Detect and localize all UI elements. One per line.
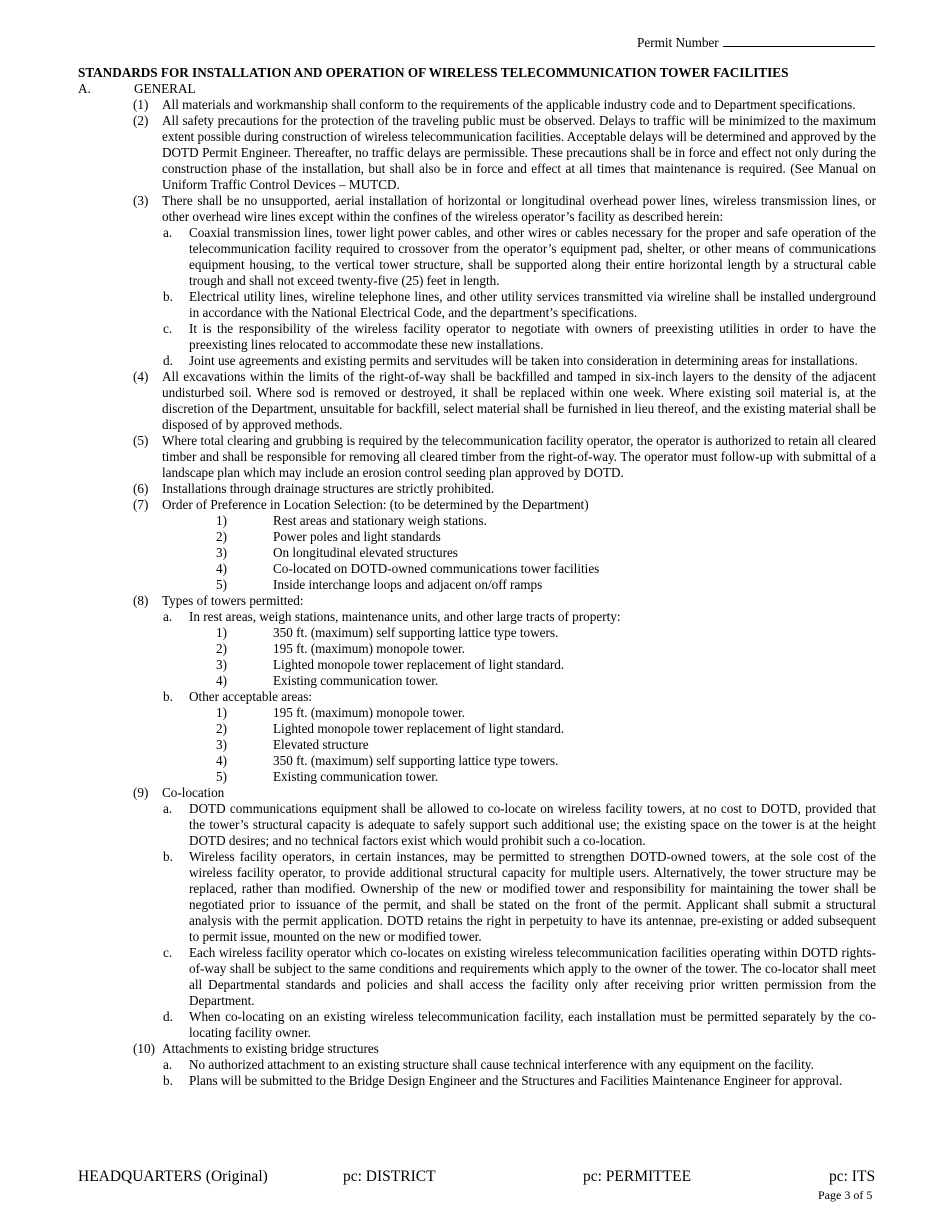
list-item-2 <box>133 113 876 193</box>
sub-item-text: No authorized attachment to an existing structure shall cause technical interference with any equipment on the facility. <box>189 1057 814 1072</box>
page-number: Page 3 of 5 <box>818 1188 873 1202</box>
footer-headquarters: HEADQUARTERS (Original) <box>78 1168 268 1185</box>
tower-type-text: Existing communication tower. <box>273 673 439 688</box>
preference-text: Power poles and light standards <box>273 529 441 544</box>
tower-type-text: 195 ft. (maximum) monopole tower. <box>273 705 465 720</box>
preference-text: On longitudinal elevated structures <box>273 545 458 560</box>
sub-item-text: Each wireless facility operator which co-locates on existing wireless telecommunication facilities operating within DOTD rights-of-way shall be subject to the same conditions and requirements which apply to the owner of the tower. The co-locator shall meet all Departmental standards and policies and shall access the facility only after receiving prior written permission from the Department. <box>189 945 876 1008</box>
preference-number: 4) <box>216 561 227 576</box>
tower-type-number: 3) <box>216 737 227 752</box>
sub-item-label: c. <box>163 321 173 336</box>
permit-number-blank <box>723 33 875 47</box>
sub-item-text: Plans will be submitted to the Bridge Design Engineer and the Structures and Facilities Maintenance Engineer for approval. <box>189 1073 843 1088</box>
list-item-3 <box>133 193 876 225</box>
preference-text: Co-located on DOTD-owned communications tower facilities <box>273 561 600 576</box>
tower-type-text: Existing communication tower. <box>273 769 439 784</box>
footer-its: pc: ITS <box>829 1168 876 1185</box>
footer-district: pc: DISTRICT <box>343 1168 436 1185</box>
list-item-8 <box>133 593 876 609</box>
footer-permittee: pc: PERMITTEE <box>583 1168 692 1185</box>
tower-type-item <box>216 737 876 753</box>
item-number: (10) <box>133 1041 155 1056</box>
preference-number: 1) <box>216 513 227 528</box>
sub-item-label: d. <box>163 1009 173 1024</box>
preference-text: Rest areas and stationary weigh stations. <box>273 513 487 528</box>
item-text: Where total clearing and grubbing is required by the telecommunication facility operator, the operator is authorized to retain all cleared timber and shall be responsible for removing all cleared timber from the right-of-way. The operator must follow-up with submittal of a landscape plan which may include an erosion control seeding plan approved by DOTD. <box>162 433 876 480</box>
sub-item-3c <box>163 321 876 353</box>
sub-item-label: a. <box>163 225 173 240</box>
section-heading <box>78 81 876 97</box>
tower-type-item <box>216 657 876 673</box>
preference-item <box>216 561 876 577</box>
item-text: All excavations within the limits of the right-of-way shall be backfilled and tamped in six-inch layers to the density of the adjacent undisturbed soil. Where sod is removed or destroyed, it shall be replaced within one week. Where existing soil material is, at the discretion of the Department, unsuitable for backfill, select material shall be furnished in lieu thereof, and the existing material shall be disposed of by approved methods. <box>162 369 876 432</box>
sub-item-text: Other acceptable areas: <box>189 689 313 704</box>
tower-type-text: 350 ft. (maximum) self supporting lattice type towers. <box>273 625 559 640</box>
preference-item <box>216 577 876 593</box>
sub-item-3d <box>163 353 876 369</box>
item-number: (4) <box>133 369 149 384</box>
sub-item-label: c. <box>163 945 173 960</box>
list-item-4 <box>133 369 876 433</box>
item-text: Types of towers permitted: <box>162 593 304 608</box>
preference-text: Inside interchange loops and adjacent on/off ramps <box>273 577 543 592</box>
tower-type-item <box>216 769 876 785</box>
sub-item-text: When co-locating on an existing wireless telecommunication facility, each installation must be permitted separately by the co-locating facility owner. <box>189 1009 876 1040</box>
list-item-7 <box>133 497 876 513</box>
sub-item-label: d. <box>163 353 173 368</box>
preference-item <box>216 513 876 529</box>
item-number: (8) <box>133 593 149 608</box>
tower-type-number: 5) <box>216 769 227 784</box>
list-item-10 <box>133 1041 876 1057</box>
tower-type-number: 4) <box>216 673 227 688</box>
preference-number: 3) <box>216 545 227 560</box>
section-label: GENERAL <box>134 81 196 96</box>
tower-type-number: 4) <box>216 753 227 768</box>
sub-item-3a <box>163 225 876 289</box>
list-item-1 <box>133 97 876 113</box>
item-number: (3) <box>133 193 149 208</box>
tower-type-item <box>216 705 876 721</box>
item-number: (1) <box>133 97 149 112</box>
tower-type-item <box>216 625 876 641</box>
tower-type-number: 2) <box>216 641 227 656</box>
preference-item <box>216 529 876 545</box>
list-item-6 <box>133 481 876 497</box>
tower-type-number: 1) <box>216 625 227 640</box>
tower-type-text: Lighted monopole tower replacement of light standard. <box>273 657 565 672</box>
item-number: (7) <box>133 497 149 512</box>
preference-number: 2) <box>216 529 227 544</box>
item-number: (2) <box>133 113 149 128</box>
document-title: STANDARDS FOR INSTALLATION AND OPERATION OF WIRELESS TELECOMMUNICATION TOWER FACILITIES <box>78 65 789 80</box>
item-text: Order of Preference in Location Selection: (to be determined by the Department) <box>162 497 589 512</box>
tower-type-text: 350 ft. (maximum) self supporting lattice type towers. <box>273 753 559 768</box>
sub-item-9d <box>163 1009 876 1041</box>
tower-type-item <box>216 641 876 657</box>
section-letter: A. <box>78 81 91 96</box>
item-text: All safety precautions for the protection of the traveling public must be observed. Delays to traffic will be minimized to the maximum extent possible during construction of wireless telecommunication facilities. Acceptable delays will be determined and approved by the DOTD Permit Engineer. Thereafter, no traffic delays are permissible. These precautions shall be in force and effect not only during the construction phase of the installation, but shall also be in force and effect at all times that maintenance is required. (See Manual on Uniform Traffic Control Devices – MUTCD. <box>162 113 876 192</box>
item-number: (6) <box>133 481 149 496</box>
item-text: Attachments to existing bridge structures <box>162 1041 379 1056</box>
sub-item-label: b. <box>163 689 173 704</box>
sub-item-label: a. <box>163 609 173 624</box>
item-text: Installations through drainage structures are strictly prohibited. <box>162 481 495 496</box>
tower-type-text: Elevated structure <box>273 737 369 752</box>
list-item-5 <box>133 433 876 481</box>
sub-item-label: b. <box>163 849 173 864</box>
sub-item-text: DOTD communications equipment shall be allowed to co-locate on wireless facility towers, at no cost to DOTD, provided that the tower’s structural capacity is adequate to safely support such additional use; the existing space on the tower is at the height DOTD desires; and no technical factors exist which would prohibit such a co-location. <box>189 801 876 848</box>
tower-type-item <box>216 721 876 737</box>
sub-item-label: a. <box>163 801 173 816</box>
item-text: All materials and workmanship shall conform to the requirements of the applicable industry code and to Department specifications. <box>162 97 856 112</box>
sub-item-9c <box>163 945 876 1009</box>
sub-item-text: Coaxial transmission lines, tower light power cables, and other wires or cables necessary for the proper and safe operation of the telecommunication facility required to crossover from the operator’s equipment pad, shelter, or other means of communications equipment housing, to the vertical tower structure, shall be supported along their entire horizontal length by a structural cable trough and shall not exceed twenty-five (25) feet in length. <box>189 225 876 288</box>
document-body <box>78 65 876 1089</box>
item-text: There shall be no unsupported, aerial installation of horizontal or longitudinal overhead power lines, wireless transmission lines, or other overhead wire lines except within the confines of the wireless operator’s facility as described herein: <box>162 193 876 224</box>
sub-item-8b <box>163 689 876 705</box>
sub-item-text: It is the responsibility of the wireless facility operator to negotiate with owners of preexisting utilities in order to have the preexisting lines relocated to accommodate these new installations. <box>189 321 876 352</box>
tower-type-number: 2) <box>216 721 227 736</box>
preference-item <box>216 545 876 561</box>
sub-item-text: In rest areas, weigh stations, maintenance units, and other large tracts of property: <box>189 609 621 624</box>
sub-item-label: a. <box>163 1057 173 1072</box>
sub-item-10b <box>163 1073 876 1089</box>
sub-item-9a <box>163 801 876 849</box>
list-item-9 <box>133 785 876 801</box>
sub-item-9b <box>163 849 876 945</box>
permit-number-field <box>637 33 875 51</box>
sub-item-10a <box>163 1057 876 1073</box>
item-number: (5) <box>133 433 149 448</box>
sub-item-8a <box>163 609 876 625</box>
preference-number: 5) <box>216 577 227 592</box>
item-number: (9) <box>133 785 149 800</box>
item-text: Co-location <box>162 785 225 800</box>
sub-item-text: Wireless facility operators, in certain instances, may be permitted to strengthen DOTD-owned towers, at the sole cost of the wireless facility operator, to provide additional structural capacity for multiple users. Alternatively, the tower structure may be replaced, rather than modified. Ownership of the new or modified tower and responsibility for maintaining the tower shall be negotiated prior to issuance of the permit, and shall be stated on the front of the permit. Applicant shall submit a structural analysis with the permit application. DOTD retains the right in perpetuity to have its antennae, pre-existing or added subsequent to permit issue, mounted on the new or modified tower. <box>189 849 876 944</box>
tower-type-text: 195 ft. (maximum) monopole tower. <box>273 641 465 656</box>
sub-item-label: b. <box>163 1073 173 1088</box>
sub-item-label: b. <box>163 289 173 304</box>
tower-type-item <box>216 753 876 769</box>
tower-type-text: Lighted monopole tower replacement of light standard. <box>273 721 565 736</box>
sub-item-text: Joint use agreements and existing permits and servitudes will be taken into consideration in determining areas for installations. <box>189 353 858 368</box>
sub-item-3b <box>163 289 876 321</box>
sub-item-text: Electrical utility lines, wireline telephone lines, and other utility services transmitted via wireline shall be installed underground in accordance with the National Electrical Code, and the department’s specifications. <box>189 289 876 320</box>
permit-number-label: Permit Number <box>637 35 719 50</box>
tower-type-item <box>216 673 876 689</box>
tower-type-number: 3) <box>216 657 227 672</box>
tower-type-number: 1) <box>216 705 227 720</box>
